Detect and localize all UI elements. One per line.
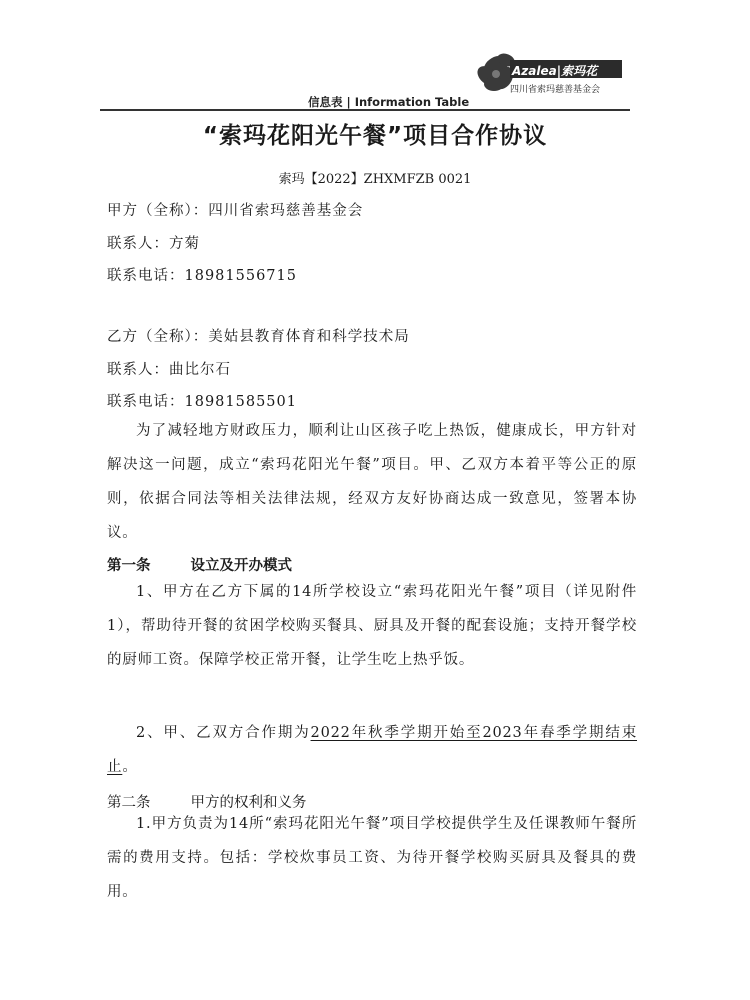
article-1-clause-1: 1、甲方在乙方下属的14所学校设立“索玛花阳光午餐”项目（详见附件1），帮助待开餐的贫困学校购买餐具、厨具及开餐的配套设施；支持开餐学校的厨师工资。保障学校正常开餐，让学生吃上热乎饭。 xyxy=(107,584,637,668)
party-b-phone: 联系电话：18981585501 xyxy=(107,394,297,410)
article-2-title: 甲方的权利和义务 xyxy=(190,795,307,811)
article-1-title: 设立及开办模式 xyxy=(190,558,292,574)
party-a-name: 甲方（全称）：四川省索玛慈善基金会 xyxy=(107,203,364,219)
party-a-contact: 联系人：方菊 xyxy=(107,236,200,252)
logo-chinese-name: 四川省索玛慈善基金会 xyxy=(510,85,601,95)
article-1-clause-2 xyxy=(107,716,637,784)
article-2-number: 第二条 xyxy=(107,795,151,811)
party-b-contact: 联系人：曲比尔石 xyxy=(107,362,231,378)
header-label: 信息表 | Information Table xyxy=(308,95,470,109)
cooperation-period: 2022年秋季学期开始至2023年春季学期结束止 xyxy=(107,725,637,775)
document-number: 索玛【2022】ZHXMFZB 0021 xyxy=(278,172,472,187)
article-2-clause-1: 1.甲方负责为14所“索玛花阳光午餐”项目学校提供学生及任课教师午餐所需的费用支持。包括：学校炊事员工资、为待开餐学校购买厨具及餐具的费用。 xyxy=(107,816,637,900)
clause-2-suffix: 。 xyxy=(122,759,138,775)
party-b-name: 乙方（全称）：美姑县教育体育和科学技术局 xyxy=(107,329,410,345)
article-1-number: 第一条 xyxy=(107,558,151,574)
logo-english-name: Azalea|索玛花 xyxy=(512,64,598,78)
party-a-phone: 联系电话：18981556715 xyxy=(107,268,297,284)
clause-2-prefix: 2、甲、乙双方合作期为 xyxy=(136,725,311,741)
document-title: “索玛花阳光午餐”项目合作协议 xyxy=(202,123,548,149)
article-1-heading xyxy=(107,554,292,575)
preamble-paragraph: 为了减轻地方财政压力，顺利让山区孩子吃上热饭，健康成长，甲方针对解决这一问题，成立“索玛花阳光午餐”项目。甲、乙双方本着平等公正的原则，依据合同法等相关法律法规，经双方友好协商达成一致意见，签署本协议。 xyxy=(107,423,637,541)
